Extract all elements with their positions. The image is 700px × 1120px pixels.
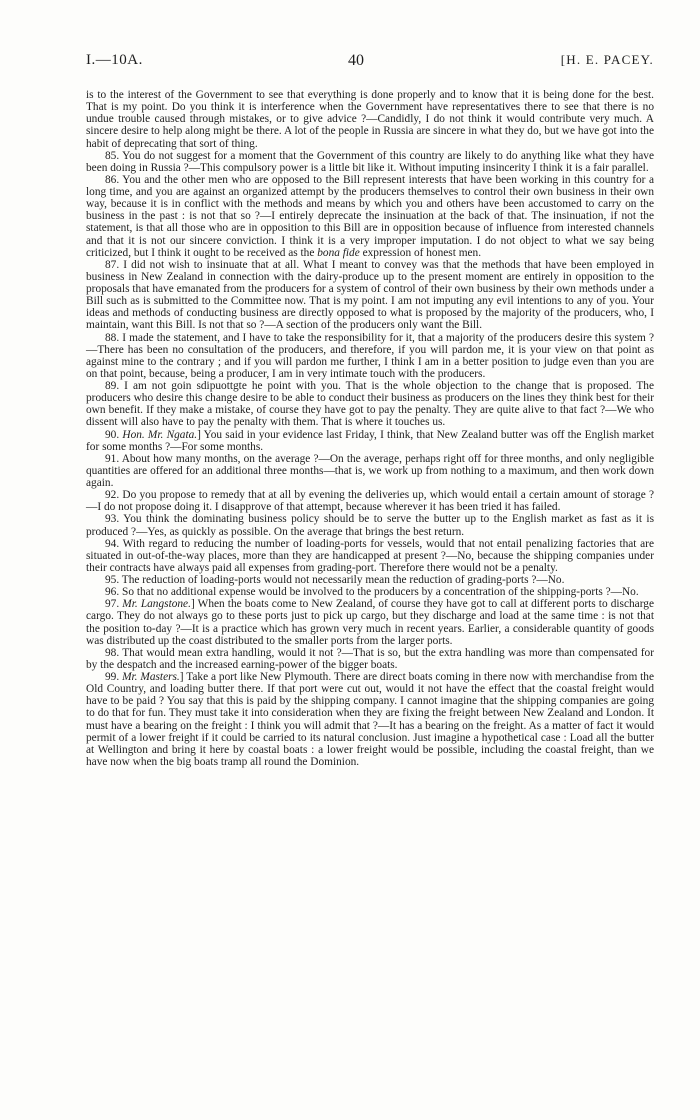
question-answer-paragraph (86, 259, 654, 332)
paper-reference: I.—10A. (86, 52, 143, 68)
question-answer-paragraph (86, 453, 654, 489)
paragraph-text: 94. With regard to reducing the number of loading-ports for vessels, would that not entail penalizing factories that are situated in out-of-the-way places, more than they are handicapped at present ?—No, because the shipping companies under their contracts have always paid all expenses from grading-port. Therefore there would not be a penalty. (86, 537, 654, 574)
paragraph-text: 90. (105, 428, 123, 441)
paragraph-text: 88. I made the statement, and I have to take the responsibility for it, that a majority of the producers desire this system ?—There has been no consultation of the producers, and therefore, if you will pardon me, it is your view on that point as against mine to the contrary ; and if you will pardon me further, I think I am in a better position to judge even than you are on that point, because, being a producer, I am in very intimate touch with the producers. (86, 331, 654, 380)
page-header (86, 52, 654, 78)
paragraph-text: 98. That would mean extra handling, would it not ?—That is so, but the extra handling was more than compensated for by the despatch and the increased earning-power of the bigger boats. (86, 646, 654, 671)
evidence-body (86, 89, 654, 768)
question-answer-paragraph (86, 538, 654, 574)
page-number: 40 (348, 52, 364, 69)
paragraph-text: 93. You think the dominating business policy should be to serve the butter up to the English market as fast as it is produced ?—Yes, as quickly as possible. On the average that brings the best return. (86, 513, 654, 538)
question-answer-paragraph (86, 489, 654, 513)
paragraph-text: ] Take a port like New Plymouth. There are direct boats coming in there now with merchandise from the Old Country, and loading butter there. If that port were cut out, would it not have the effect that the coastal freight would have to be paid ? You say that this is paid by the shipping company. I cannot imagine that the shipping companies are going to do that for fun. They must take it into consideration when they are fixing the freight between New Zealand and London. It must have a bearing on the freight : I think you will admit that ?—It has a bearing on the freight. As a matter of fact it would permit of a lower freight if it could be carried to its natural conclusion. Just imagine a hypothetical case : Load all the butter at Wellington and bring it here by coastal boats : a lower freight would be possible, including the coastal freight, than we have now when the big boats tramp all round the Dominion. (86, 671, 655, 768)
question-answer-paragraph (86, 332, 654, 381)
question-answer-paragraph (86, 574, 654, 586)
paragraph-text: expression of honest men. (359, 246, 482, 259)
question-answer-paragraph (86, 513, 654, 537)
paragraph-text: 86. You and the other men who are opposed to the Bill represent interests that have been working in this country for a long time, and you are against an organized attempt by the producers themselves to control their own business in their own way, because it is in conflict with the methods and means by which you and others have been accustomed to carry on the business in the past : is not that so ?—I entirely deprecate the insinuation at the back of that. The insinuation, if not the statement, is that all those who are in opposition to this Bill are in opposition because of influence from interested channels and that it is not our sincere conviction. I think it is a very improper imputation. I do not object to what we say being criticized, but I think it ought to be received as the (86, 173, 654, 259)
italic-text: Mr. Langstone. (122, 598, 191, 611)
question-answer-paragraph (86, 380, 654, 429)
paragraph-text: 95. The reduction of loading-ports would not necessarily mean the reduction of grading-ports ?—No. (105, 574, 565, 586)
question-answer-paragraph (86, 150, 654, 174)
paragraph-text: 85. You do not suggest for a moment that the Government of this country are likely to do anything like what they have been doing in Russia ?—This compulsory power is a little bit like it. Without imputing insincerity I think it is a fair parallel. (86, 149, 654, 174)
italic-text: Mr. Masters. (122, 671, 180, 683)
paragraph-text: 97. (105, 598, 123, 611)
paragraph-text: 87. I did not wish to insinuate that at all. What I meant to convey was that the methods that have been employed in business in New Zealand in connection with the dairy-produce up to the present moment are entirely in opposition to the proposals that have emanated from the producers for a system of control of their own business by their own methods under a Bill such as is submitted to the Committee now. That is my point. I am not imputing any evil intentions to any of you. Your ideas and methods of conducting business are directly opposed to what is proposed by the majority of the producers, who, I maintain, want this Bill. Is not that so ?—A section of the producers only want the Bill. (86, 258, 654, 332)
continued-paragraph (86, 89, 654, 150)
paragraph-text: ] When the boats come to New Zealand, of course they have got to call at different ports to discharge cargo. They do not always go to these ports just to pick up cargo, but they discharge and load at the same time : is not that the position to-day ?—It is a practice which has grown very much in recent years. Earlier, a considerable quantity of goods was distributed up the coast distributed to the smaller ports from the larger ports. (86, 598, 654, 647)
witness-name: [H. E. PACEY. (560, 52, 654, 67)
paragraph-text: 89. I am not goin sdipuottgte he point with you. That is the whole objection to the change that is proposed. The producers who desire this change desire to be able to conduct their business as producers on the lines they think best for their own benefit. If they make a mistake, of course they have got to pay the penalty. They are quite alive to that fact ?—We who dissent will also have to pay the penalty with them. That is where it touches us. (86, 380, 654, 429)
paragraph-text: 96. So that no additional expense would be involved to the producers by a concentration of the shipping-ports ?—No. (105, 586, 639, 599)
question-answer-paragraph (86, 429, 654, 453)
question-answer-paragraph (86, 598, 654, 647)
paragraph-text: 92. Do you propose to remedy that at all by evening the deliveries up, which would entail a certain amount of storage ?—I do not propose doing it. I disapprove of that attempt, because wherever it has been tried it has failed. (86, 489, 654, 514)
question-answer-paragraph (86, 586, 654, 598)
paragraph-text: ] You said in your evidence last Friday, I think, that New Zealand butter was off the English market for some months ?—For some months. (86, 428, 654, 453)
paragraph-text: 91. About how many months, on the average ?—On the average, perhaps right off for three months, and only negligible quantities are offered for an additional three months—that is, we work up from nothing to a maximum, and then work down again. (86, 452, 654, 489)
paragraph-text: is to the interest of the Government to see that everything is done properly and to know that it is being done for the best. That is my point. Do you think it is interference when the Government have representatives there to see that there is no undue trouble caused through mistakes, or to give advice ?—Candidly, I do not think it would contribute very much. A sincere desire to help along might be there. A lot of the people in Russia are sincere in what they do, but we have got into the habit of deprecating that sort of thing. (86, 89, 654, 150)
paragraph-text: 99. (105, 671, 123, 683)
question-answer-paragraph (86, 671, 654, 768)
italic-text: Hon. Mr. Ngata. (122, 428, 198, 441)
question-answer-paragraph (86, 647, 654, 671)
question-answer-paragraph (86, 174, 654, 259)
italic-text: bona fide (317, 246, 360, 259)
